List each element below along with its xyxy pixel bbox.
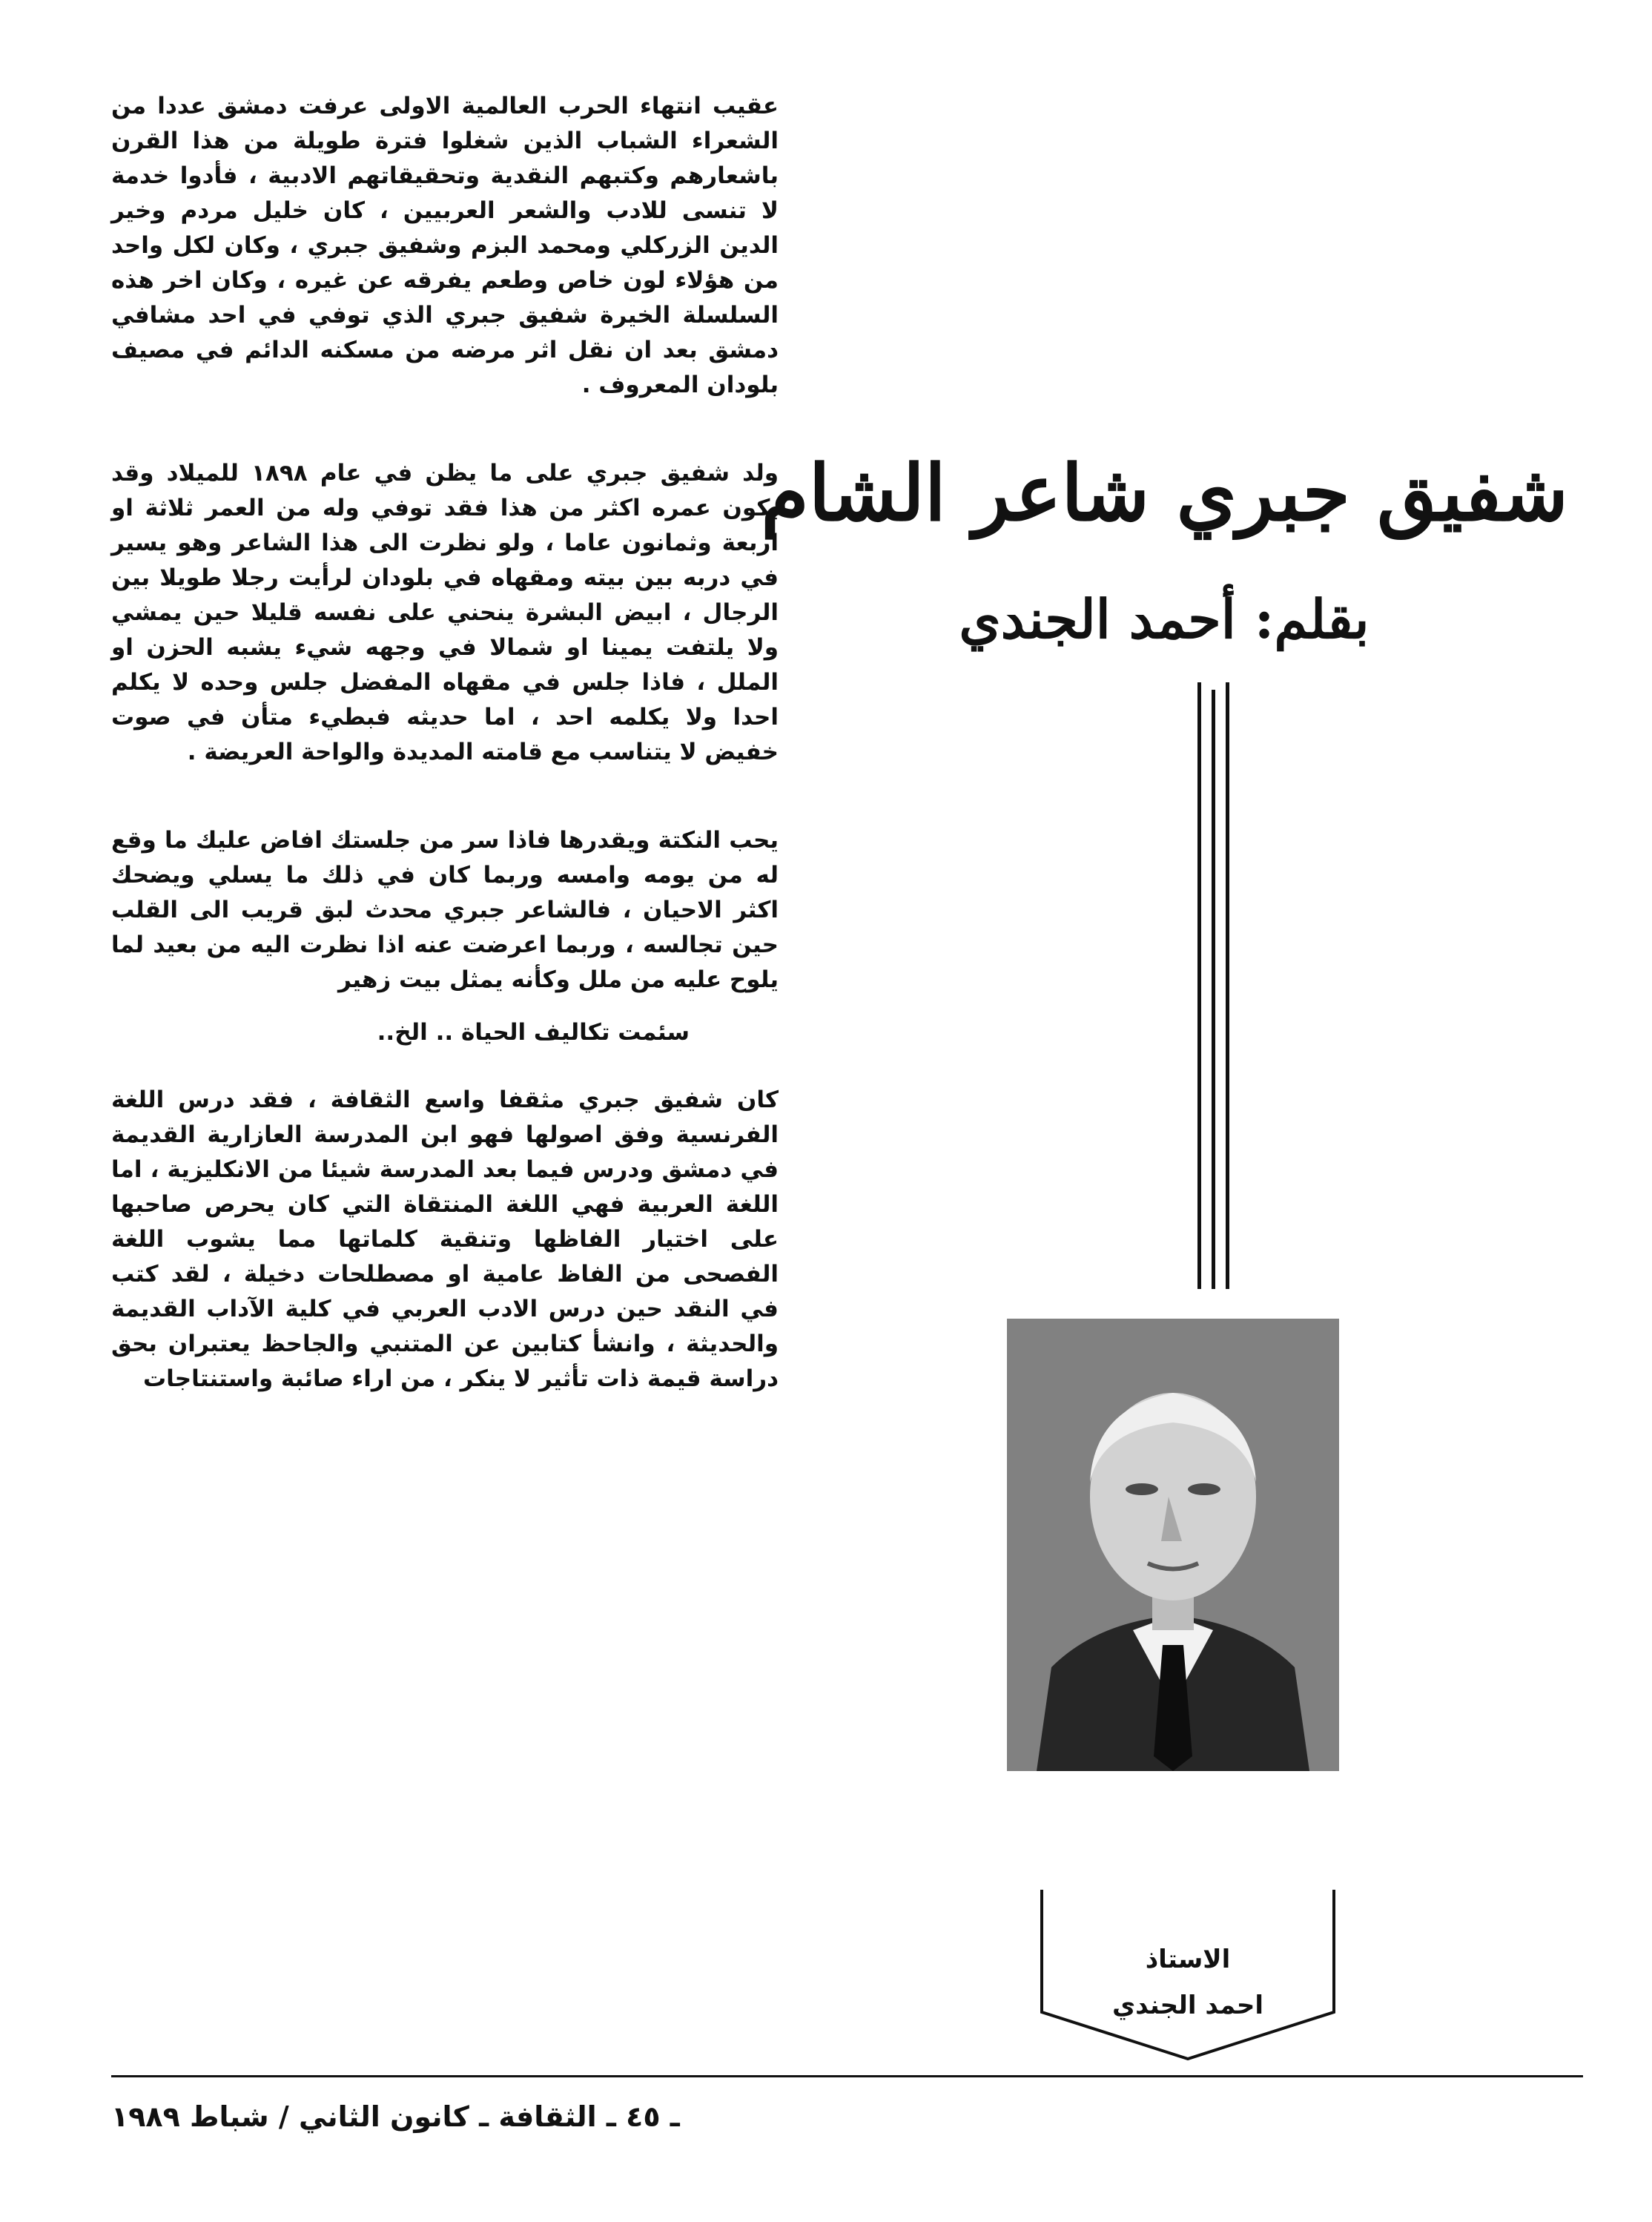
paragraph-2: ولد شفيق جبري على ما يظن في عام ١٨٩٨ للميلاد وقد يكون عمره اكثر من هذا فقد توفي وله من العمر ثلاثة او اربعة وثمانون عاما ، ولو نظرت الى هذا الشاعر وهو يسير في دربه بين بيته ومقهاه في بلودان لرأيت رجلا طويلا بين الرجال ، ابيض البشرة ينحني على نفسه قليلا حين يمشي ولا يلتفت يمينا او شمالا في وجهه شيء يشبه الحزن او الملل ، فاذا جلس في مقهاه المفضل جلس وحده لا يكلم احدا ولا يكلمه احد ، اما حديثه فبطيء متأن في صوت خفيض لا يتناسب مع قامته المديدة والواحة العريضة .	[111, 460, 779, 765]
author-portrait	[1007, 1319, 1339, 1771]
paragraph-1: عقيب انتهاء الحرب العالمية الاولى عرفت دمشق عددا من الشعراء الشباب الذين شغلوا فترة طويلة من هذا القرن باشعارهم وكتبهم النقدية وتحقيقاتهم الادبية ، فأدوا خدمة لا تنسى للادب والشعر العربيين ، كان خليل مردم وخير الدين الزركلي ومحمد البزم وشفيق جبري ، وكان لكل واحد من هؤلاء لون خاص وطعم يفرقه عن غيره ، وكان اخر هذه السلسلة الخيرة شفيق جبري الذي توفي في احد مشافي دمشق بعد ان نقل اثر مرضه من مسكنه الدائم في مصيف بلودان المعروف .	[111, 93, 779, 398]
author-byline: بقلم: أحمد الجندي	[959, 587, 1369, 650]
poem-quote: سئمت تكاليف الحياة .. الخ..	[377, 1019, 690, 1046]
caption-frame	[1036, 1890, 1340, 2062]
vertical-rule-left	[1197, 682, 1201, 1289]
article-body	[111, 89, 779, 1450]
article-headline: شفيق جبري شاعر الشام	[761, 447, 1568, 538]
paragraph-4: كان شفيق جبري مثقفا واسع الثقافة ، فقد درس اللغة الفرنسية وفق اصولها فهو ابن المدرسة العازارية القديمة في دمشق ودرس فيما بعد المدرسة شيئا من الانكليزية ، اما اللغة العربية فهي اللغة المنتقاة التي كان يحرص صاحبها على اختيار الفاظها وتنقية كلماتها مما يشوب اللغة الفصحى من الفاظ عامية او مصطلحات دخيلة ، لقد كتب في النقد حين درس الادب العربي في كلية الآداب القديمة والحديثة ، وانشأ كتابين عن المتنبي والجاحظ يعتبران بحق دراسة قيمة ذات تأثير لا ينكر ، من اراء صائبة واستنتاجات	[111, 1087, 779, 1392]
caption-title: الاستاذ	[1145, 1945, 1231, 1974]
vertical-rule-right	[1226, 682, 1229, 1289]
footer-rule	[111, 2075, 1583, 2077]
photo-caption	[1036, 1890, 1340, 2062]
page-footer: ـ ٤٥ ـ الثقافة ـ كانون الثاني / شباط ١٩٨٩	[111, 2100, 680, 2133]
paragraph-3: يحب النكتة ويقدرها فاذا سر من جلستك افاض عليك ما وقع له من يومه وامسه وربما كان في ذلك ما يسلي ويضحك اكثر الاحيان ، فالشاعر جبري محدث لبق قريب الى القلب حين تجالسه ، وربما اعرضت عنه اذا نظرت اليه من بعيد لما يلوح عليه من ملل وكأنه يمثل بيت زهير	[111, 827, 779, 993]
vertical-rule-middle	[1212, 690, 1215, 1289]
caption-name: احمد الجندي	[1111, 1991, 1264, 2020]
